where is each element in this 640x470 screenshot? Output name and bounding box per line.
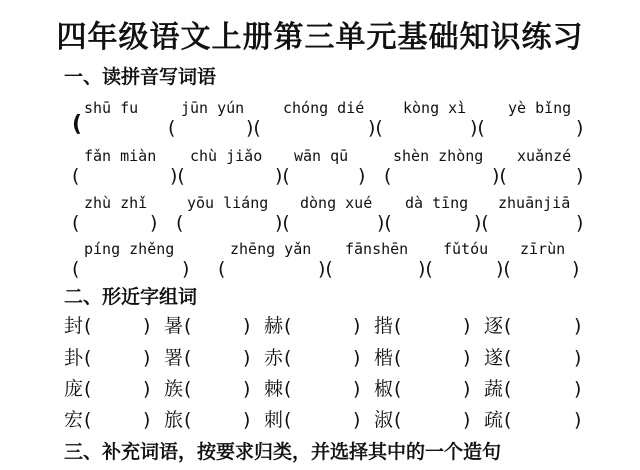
answer-bracket[interactable]: )( <box>170 165 185 187</box>
answer-bracket[interactable]: ) <box>353 378 361 400</box>
pinyin-row-2 <box>0 147 640 193</box>
answer-bracket[interactable]: ) <box>463 347 471 369</box>
char-row-4 <box>0 408 640 434</box>
pinyin-item: kòng xì <box>403 99 467 117</box>
answer-bracket[interactable]: ) <box>574 315 582 337</box>
answer-bracket[interactable]: ) <box>182 258 190 280</box>
character: 赫 <box>264 315 284 337</box>
answer-bracket[interactable]: ( <box>84 347 92 369</box>
answer-bracket[interactable]: ) <box>143 378 151 400</box>
section-3-heading: 三、补充词语，按要求归类，并选择其中的一个造句 <box>64 441 502 463</box>
answer-bracket[interactable]: ( <box>284 315 292 337</box>
pinyin-row-1 <box>0 99 640 145</box>
answer-bracket[interactable]: ( <box>176 212 184 234</box>
answer-bracket[interactable]: ) <box>243 315 251 337</box>
character: 封 <box>64 315 84 337</box>
answer-bracket[interactable]: ) <box>576 165 584 187</box>
character: 逐 <box>484 315 504 337</box>
character: 刺 <box>264 409 284 431</box>
answer-bracket[interactable]: ) <box>143 409 151 431</box>
answer-bracket[interactable]: ( <box>504 378 512 400</box>
answer-bracket[interactable]: )( <box>318 258 333 280</box>
pinyin-item: wān qū <box>294 147 349 165</box>
pinyin-item: yè bǐng <box>508 99 572 117</box>
character: 旅 <box>164 409 184 431</box>
answer-bracket[interactable]: )( <box>418 258 433 280</box>
character: 疏 <box>484 409 504 431</box>
answer-bracket[interactable]: )( <box>377 212 392 234</box>
answer-bracket[interactable]: ( <box>394 315 402 337</box>
pinyin-item: fǎn miàn <box>84 147 157 165</box>
answer-bracket[interactable]: ) <box>353 409 361 431</box>
answer-bracket[interactable]: )( <box>496 258 511 280</box>
char-row-3 <box>0 377 640 403</box>
answer-bracket[interactable]: ( <box>284 347 292 369</box>
answer-bracket[interactable]: ( <box>284 409 292 431</box>
answer-bracket[interactable]: ( <box>84 315 92 337</box>
answer-bracket[interactable]: )( <box>474 212 489 234</box>
pinyin-item: fānshēn <box>345 240 409 258</box>
pinyin-item: dà tīng <box>405 194 469 212</box>
character: 宏 <box>64 409 84 431</box>
answer-bracket[interactable]: )( <box>275 165 290 187</box>
answer-bracket[interactable]: ) <box>463 378 471 400</box>
answer-bracket[interactable]: ( <box>284 378 292 400</box>
answer-bracket[interactable]: ( <box>72 212 80 234</box>
answer-bracket[interactable]: ( <box>504 347 512 369</box>
answer-bracket[interactable]: ( <box>184 409 192 431</box>
answer-bracket[interactable]: ( <box>218 258 226 280</box>
pinyin-row-4 <box>0 240 640 286</box>
character: 署 <box>164 347 184 369</box>
section-2-heading: 二、形近字组词 <box>64 286 198 308</box>
character: 蔬 <box>484 378 504 400</box>
pinyin-item: jūn yún <box>181 99 245 117</box>
character: 赤 <box>264 347 284 369</box>
answer-bracket[interactable]: ) <box>143 315 151 337</box>
character: 族 <box>164 378 184 400</box>
answer-bracket[interactable]: )( <box>470 117 485 139</box>
answer-bracket[interactable]: )( <box>492 165 507 187</box>
answer-bracket[interactable]: ) <box>243 409 251 431</box>
pinyin-item: xuǎnzé <box>517 147 572 165</box>
pinyin-item: shèn zhòng <box>393 147 484 165</box>
character: 棘 <box>264 378 284 400</box>
answer-bracket[interactable]: ( <box>184 378 192 400</box>
answer-bracket[interactable]: )( <box>246 117 261 139</box>
page-title: 四年级语文上册第三单元基础知识练习 <box>56 20 584 55</box>
answer-bracket[interactable]: ) <box>574 378 582 400</box>
answer-bracket[interactable]: ( <box>184 347 192 369</box>
answer-bracket[interactable]: ) <box>463 409 471 431</box>
answer-bracket[interactable]: ( <box>504 409 512 431</box>
char-row-1 <box>0 314 640 340</box>
pinyin-item: zhù zhǐ <box>84 194 148 212</box>
character: 庞 <box>64 378 84 400</box>
answer-bracket[interactable]: ( <box>394 347 402 369</box>
pinyin-item: chóng dié <box>283 99 365 117</box>
pinyin-row-3 <box>0 194 640 240</box>
answer-bracket[interactable]: ) <box>150 212 158 234</box>
answer-bracket[interactable]: ) <box>143 347 151 369</box>
answer-bracket-left: ( <box>72 112 83 137</box>
answer-bracket[interactable]: ( <box>72 165 80 187</box>
char-row-2 <box>0 346 640 372</box>
answer-bracket[interactable]: ( <box>84 378 92 400</box>
pinyin-item: zhuānjiā <box>498 194 571 212</box>
answer-bracket[interactable]: ( <box>504 315 512 337</box>
answer-bracket[interactable]: )( <box>368 117 383 139</box>
character: 遂 <box>484 347 504 369</box>
section-1-heading: 一、读拼音写词语 <box>64 66 217 88</box>
answer-bracket[interactable]: )( <box>275 212 290 234</box>
answer-bracket[interactable]: ( <box>384 165 392 187</box>
answer-bracket[interactable]: ) <box>353 347 361 369</box>
answer-bracket[interactable]: ) <box>576 212 584 234</box>
answer-bracket[interactable]: ) <box>574 409 582 431</box>
character: 淑 <box>374 409 394 431</box>
answer-bracket[interactable]: ) <box>574 347 582 369</box>
answer-bracket[interactable]: ) <box>358 165 366 187</box>
answer-bracket[interactable]: ) <box>572 258 580 280</box>
pinyin-item: fǔtóu <box>443 240 489 258</box>
answer-bracket[interactable]: ( <box>394 378 402 400</box>
pinyin-item: chù jiǎo <box>190 147 263 165</box>
answer-bracket[interactable]: ) <box>243 378 251 400</box>
character: 椒 <box>374 378 394 400</box>
pinyin-item: zīrùn <box>520 240 566 258</box>
pinyin-item: yōu liáng <box>187 194 269 212</box>
answer-bracket[interactable]: ( <box>168 117 176 139</box>
answer-bracket[interactable]: ( <box>72 258 80 280</box>
answer-bracket[interactable]: ) <box>243 347 251 369</box>
character: 暑 <box>164 315 184 337</box>
answer-bracket[interactable]: ) <box>463 315 471 337</box>
character: 揩 <box>374 315 394 337</box>
pinyin-item: dòng xué <box>300 194 373 212</box>
answer-bracket[interactable]: ) <box>353 315 361 337</box>
character: 卦 <box>64 347 84 369</box>
answer-bracket[interactable]: ( <box>394 409 402 431</box>
pinyin-item: zhēng yǎn <box>230 240 312 258</box>
answer-bracket[interactable]: ( <box>184 315 192 337</box>
character: 楷 <box>374 347 394 369</box>
pinyin-item: píng zhěng <box>84 240 175 258</box>
pinyin-item: shū fu <box>84 99 139 117</box>
answer-bracket[interactable]: ) <box>576 117 584 139</box>
answer-bracket[interactable]: ( <box>84 409 92 431</box>
